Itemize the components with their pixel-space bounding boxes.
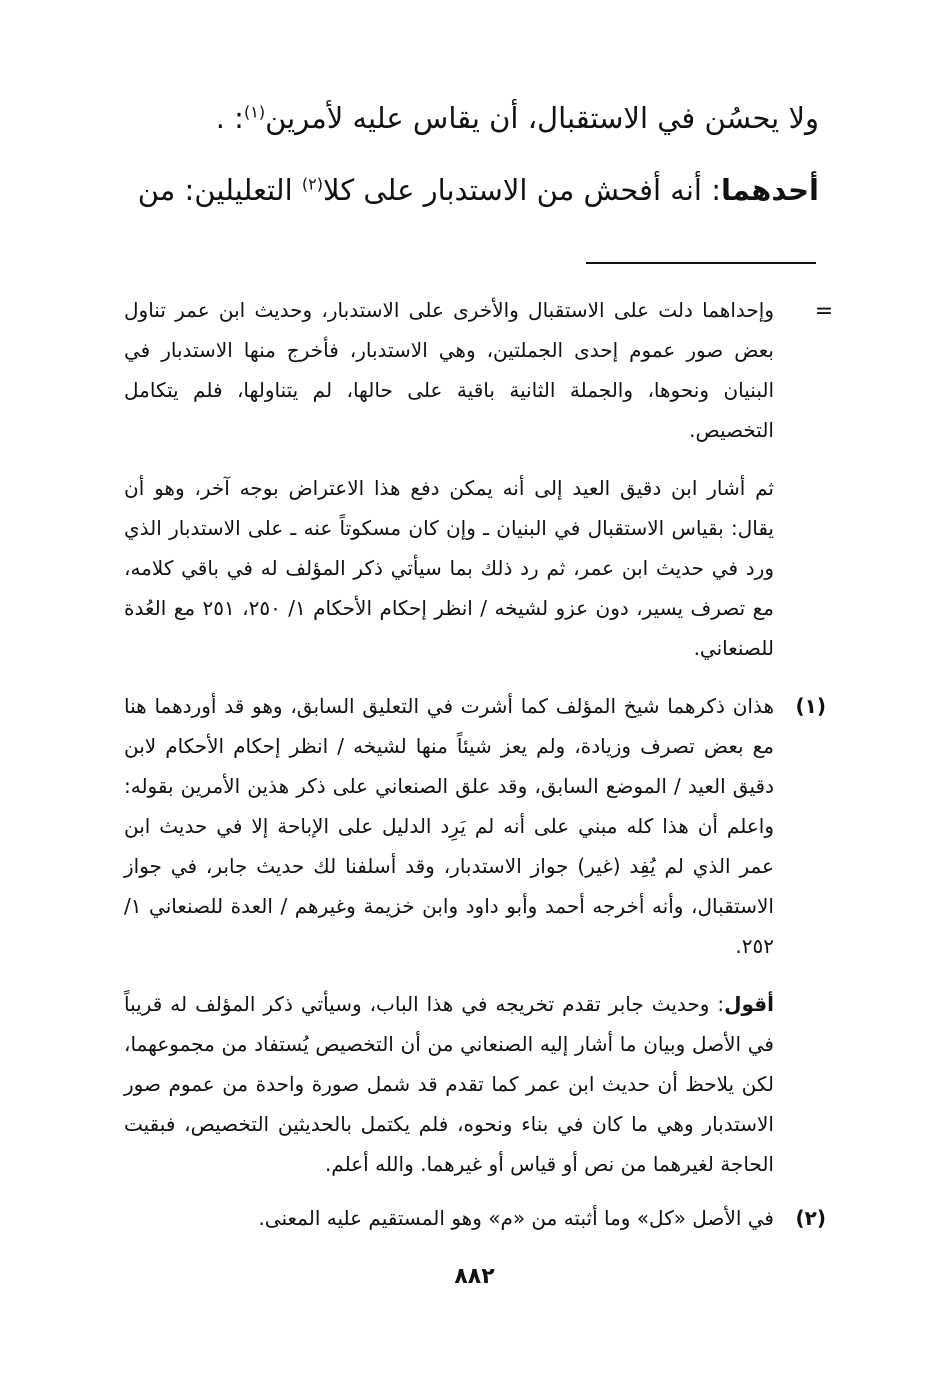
main-text-line-1-tail: : . bbox=[215, 101, 244, 135]
footnote-1 bbox=[124, 686, 774, 966]
commentary-lead-word: أقول bbox=[724, 992, 774, 1016]
footnote-continuation-paragraph-1 bbox=[124, 290, 774, 450]
footnote-continuation-paragraph-2 bbox=[124, 468, 774, 668]
footnote-continuation-text-2: ثم أشار ابن دقيق العيد إلى أنه يمكن دفع هذا الاعتراض بوجه آخر، وهو أن يقال: بقياس الاستقبال في البنيان ـ وإن كان مسكوتاً عنه ـ على الاستدبار الذي ورد في حديث ابن عمر، ثم رد ذلك بما سيأتي ذكر المؤلف له في باقي كلامه، مع تصرف يسير، دون عزو لشيخه / انظر إحكام الأحكام ١/ ٢٥٠، ٢٥١ مع العُدة للصنعاني. bbox=[124, 476, 774, 660]
footnote-separator bbox=[586, 262, 816, 264]
main-text-line-2 bbox=[119, 170, 819, 210]
main-text-lead-word: أحدهما bbox=[720, 173, 819, 207]
main-text-line-2-part-2: التعليلين: من bbox=[137, 173, 302, 207]
footnote-2-text: في الأصل «كل» وما أثبته من «م» وهو المستقيم عليه المعنى. bbox=[258, 1206, 774, 1230]
main-text-line-1-text: ولا يحسُن في الاستقبال، أن يقاس عليه لأمرين bbox=[265, 101, 819, 135]
footnote-1-marker: (١) bbox=[795, 694, 826, 718]
footnote-1-commentary bbox=[124, 984, 774, 1184]
footnote-2 bbox=[124, 1198, 774, 1238]
commentary-text: : وحديث جابر تقدم تخريجه في هذا الباب، وسيأتي ذكر المؤلف له قريباً في الأصل وبيان ما أشار إليه الصنعاني من أن التخصيص يُستفاد من مجموعهما، لكن يلاحظ أن حديث ابن عمر كما تقدم قد شمل صورة واحدة من عموم صور الاستدبار وهي ما كان في بناء ونحوه، فلم يكتمل بالحديثين التخصيص، فبقيت الحاجة لغيرهما من نص أو قياس أو غيرهما. والله أعلم. bbox=[124, 992, 774, 1176]
footnote-2-marker: (٢) bbox=[795, 1206, 826, 1230]
footnote-ref-2: (٢) bbox=[301, 174, 324, 194]
footnote-1-text: هذان ذكرهما شيخ المؤلف كما أشرت في التعليق السابق، وهو قد أوردهما هنا مع بعض تصرف وزيادة، ولم يعز شيئاً منها لشيخه / انظر إحكام الأحكام لابن دقيق العيد / الموضع السابق، وقد علق الصنعاني على ذكر هذين الأمرين بقوله: واعلم أن هذا كله مبني على أنه لم يَرِد الدليل على الإباحة إلا في حديث ابن عمر الذي لم يُفِد (غير) جواز الاستدبار، وقد أسلفنا لك حديث جابر، في جواز الاستقبال، وأنه أخرجه أحمد وأبو داود وابن خزيمة وغيرهم / العدة للصنعاني ١/ ٢٥٢. bbox=[124, 694, 774, 958]
page-number: ٨٨٢ bbox=[454, 1264, 495, 1289]
main-text-line-2-part-1: : أنه أفحش من الاستدبار على كلا bbox=[323, 173, 721, 207]
footnote-ref-1: (١) bbox=[243, 102, 266, 122]
footnote-1-commentary-paragraph bbox=[124, 984, 774, 1184]
main-text-line-1 bbox=[119, 98, 819, 138]
footnote-continuation-text-1: وإحداهما دلت على الاستقبال والأخرى على الاستدبار، وحديث ابن عمر تناول بعض صور عموم إحدى الجملتين، وهي الاستدبار، فأخرج منها الاستدبار في البنيان ونحوها، والجملة الثانية باقية على حالها، لم يتناولها، فلم يتكامل التخصيص. bbox=[124, 298, 774, 442]
footnote-continuation-marker: = bbox=[814, 299, 834, 324]
